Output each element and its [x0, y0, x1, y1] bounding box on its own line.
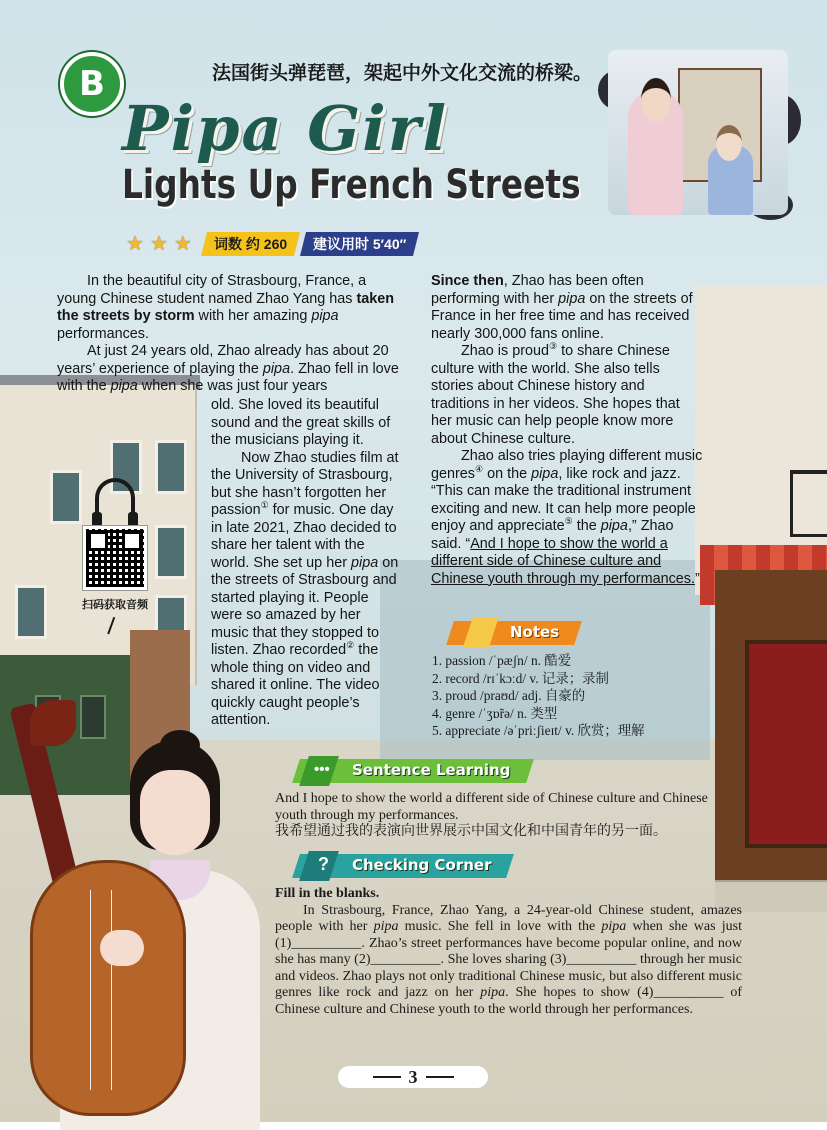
photo-scene	[608, 50, 788, 215]
paragraph-4: Since then, Zhao has been often performing with her pipa on the streets of France in her free time and has received nearly 300,000 fans online.	[431, 273, 693, 342]
page-number-value: 3	[408, 1066, 418, 1087]
window	[15, 585, 47, 639]
fill-in-blanks-passage: In Strasbourg, France, Zhao Yang, a 24-year-old Chinese student, amazes people with her pipa music. She fell in love with the pipa when she was just (1)__________. Zhao’s street performances have become popular online, and now she has many (2)__________. She loves sharing (3)__________ through her music and videos. Zhao plays not only traditional Chinese music, but also different music genres like rock and jazz on her pipa. She hopes to show (4)__________ of Chinese culture and Chinese youth to the world through her performances.	[275, 902, 742, 1017]
checking-corner-text	[275, 886, 742, 1018]
headphones-icon	[95, 478, 135, 518]
article-column-1	[57, 273, 407, 396]
window	[155, 525, 187, 579]
sentence-english: And I hope to show the world a different side of Chinese culture and Chinese youth through my performances.	[275, 791, 708, 823]
note-item: 2. record /rɪˈkɔːd/ v. 记录；录制	[432, 670, 609, 686]
notes-title: Notes	[510, 623, 560, 641]
question-mark-icon: ?	[318, 854, 329, 874]
pipa-strings	[90, 890, 112, 1090]
paragraph-2: At just 24 years old, Zhao already has about 20 years’ experience of playing the pipa. Zhao fell in love with the pipa when she was just four years	[57, 343, 399, 394]
checking-corner-banner	[276, 851, 514, 881]
qr-label: 扫码获取音频	[82, 599, 148, 611]
paragraph-3: Now Zhao studies film at the University of Strasbourg, but she hasn’t forgotten her passion① for music. One day in late 2021, Zhao decided to share her talent with the world. She set up her pipa on the streets of Strasbourg and started playing it. People were so amazed by her music that they stopped to listen. Zhao recorded② the whole thing on video and shared it online. The video quickly caught people’s attention.	[211, 449, 399, 728]
key-sentence: And I hope to show the world a different side of Chinese culture and Chinese youth through my performances.	[431, 535, 695, 587]
qr-code[interactable]	[83, 526, 147, 590]
word-count-tag: 词数 约 260	[201, 232, 300, 256]
paragraph-5: Zhao is proud③ to share Chinese culture with the world. She also tells stories about Chinese history and traditions in her videos. She hopes that her music can help people know more about Chinese culture.	[431, 341, 680, 447]
checking-corner-title: Checking Corner	[352, 856, 492, 874]
balcony-railing	[790, 470, 827, 537]
title-line-1: Pipa Girl	[122, 92, 449, 165]
header-photo	[598, 40, 798, 225]
window	[155, 440, 187, 494]
pipa-headstock	[30, 700, 76, 746]
sentence-learning-banner	[276, 756, 534, 786]
section-badge: B	[60, 52, 124, 116]
note-item: 3. proud /praʊd/ adj. 自豪的	[432, 688, 586, 703]
paragraph-6: Zhao also tries playing different music genres④ on the pipa, like rock and jazz. “This can make the traditional instrument exciting and new. It can help more people enjoy and appreciate⑤ the pipa,” Zhao said. “And I hope to show the world a different side of Chinese culture and Chinese youth through my performances.”	[431, 448, 703, 587]
star-icon: ★	[173, 233, 192, 255]
shop-window	[745, 640, 827, 848]
photo-woman-head	[641, 78, 671, 122]
sentence-chinese: 我希望通过我的表演向世界展示中国文化和中国青年的另一面。	[275, 824, 667, 839]
page-number-dash	[426, 1076, 454, 1078]
paragraph-2-continued: old. She loved its beautiful sound and the great skills of the musicians playing it.	[211, 397, 391, 448]
chat-dots-icon: •••	[314, 761, 330, 778]
note-item: 1. passion /ˈpæʃn/ n. 酷爱	[432, 653, 572, 668]
notes-banner	[432, 617, 582, 649]
star-icon: ★	[126, 233, 144, 255]
girl-hair-bun	[160, 730, 200, 760]
article-column-1-narrow	[211, 397, 401, 730]
note-item: 4. genre /ˈʒɒ̃rə/ n. 类型	[432, 705, 558, 721]
notes-list	[432, 652, 702, 740]
sentence-learning-text	[275, 791, 715, 841]
photo-child-head	[716, 125, 742, 161]
sentence-learning-title: Sentence Learning	[352, 761, 511, 779]
audio-qr-block[interactable]	[72, 478, 158, 636]
girl-face	[140, 770, 210, 855]
time-tag: 建议用时 5′40″	[300, 232, 419, 256]
pipa-girl-illustration	[0, 700, 270, 1122]
title-line-2: Lights Up French Streets	[122, 162, 581, 208]
pin-icon	[107, 617, 123, 637]
girl-hand	[100, 930, 144, 966]
note-item: 5. appreciate /əˈpriːʃieɪt/ v. 欣赏；理解	[432, 723, 645, 738]
paragraph-1: In the beautiful city of Strasbourg, France, a young Chinese student named Zhao Yang has taken the streets by storm with her amazing pipa performances.	[57, 273, 395, 342]
difficulty-row	[126, 233, 416, 255]
star-icon: ★	[149, 233, 168, 255]
exercise-instruction: Fill in the blanks.	[275, 886, 380, 901]
chinese-subtitle: 法国街头弹琵琶，架起中外文化交流的桥梁。	[212, 63, 593, 84]
shop-front	[715, 570, 827, 885]
article-column-2	[431, 273, 703, 588]
page-number	[338, 1066, 488, 1088]
page-number-dash	[373, 1076, 401, 1078]
